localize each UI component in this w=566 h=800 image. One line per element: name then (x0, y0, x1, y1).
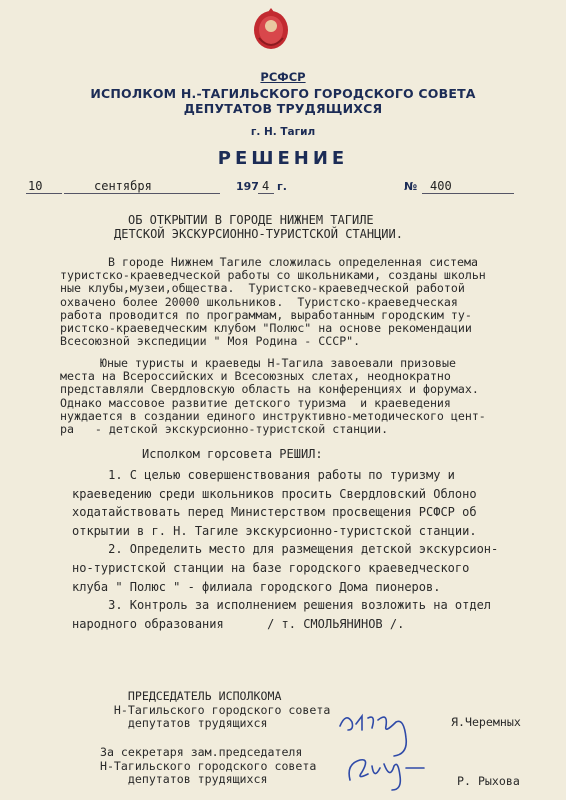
resolved-heading: Исполком горсовета РЕШИЛ: (142, 447, 323, 461)
republic-label: РСФСР (260, 70, 306, 84)
date-year-prefix: 197 (236, 180, 259, 193)
text-line: Юные туристы и краеведы Н-Тагила завоевали призовые (100, 356, 456, 370)
text-line: Однако массовое развитие детского туризма и краеведения (60, 395, 451, 410)
title-line: ДЕТСКОЙ ЭКСКУРСИОННО-ТУРИСТСКОЙ СТАНЦИИ. (114, 226, 403, 241)
text-line: Н-Тагильского городского совета (86, 702, 331, 717)
text-line: нуждается в создании единого инструктивно-методического цент- (60, 408, 486, 423)
text-line: открытии в г. Н. Тагиле экскурсионно-туристской станции. (72, 523, 477, 538)
text-line: но-туристской станции на базе городского краеведческого (72, 560, 470, 575)
text-line: работа проводится по программам, выработанным городским ту- (60, 307, 472, 322)
secretary-signature-block (86, 746, 316, 787)
text-line: клуба " Полюс " - филиала городского Дома пионеров. (72, 579, 441, 594)
paragraph-1 (60, 255, 486, 349)
text-line: народного образования / т. СМОЛЬЯНИНОВ /. (72, 616, 405, 631)
date-year-unit: г. (277, 180, 287, 193)
chair-name: Я.Черемных (451, 715, 521, 729)
decision-title (114, 213, 403, 241)
paragraph-2 (60, 356, 486, 437)
text-line: Н-Тагильского городского совета (86, 758, 317, 773)
text-line: 1. С целью совершенствования работы по туризму и (72, 468, 455, 482)
text-line: охвачено более 20000 школьников. Туристско-краеведческая (60, 294, 458, 309)
chair-signature-block (86, 690, 330, 731)
text-line: представляли Свердловскую область на конференциях и форумах. (60, 382, 479, 397)
text-line: депутатов трудящихся (86, 772, 268, 786)
document-type-heading: РЕШЕНИЕ (217, 148, 349, 169)
secretary-handwritten-signature (344, 750, 434, 794)
text-line: 3. Контроль за исполнением решения возложить на отдел (72, 598, 492, 613)
organization-line-1: ИСПОЛКОМ Н.-ТАГИЛЬСКОГО ГОРОДСКОГО СОВЕТА (90, 86, 476, 101)
text-line: ристско-краеведческим клубом "Полюс" на основе рекомендации (60, 321, 472, 336)
text-line: депутатов трудящихся (86, 716, 268, 730)
title-line: ОБ ОТКРЫТИИ В ГОРОДЕ НИЖНЕМ ТАГИЛЕ (128, 213, 374, 227)
date-month: сентября (94, 179, 152, 193)
text-line: ходатайствовать перед Министерством просвещения РСФСР об (72, 505, 477, 520)
text-line: ные клубы,музеи,общества. Туристско-краеведческой работой (60, 281, 465, 296)
text-line: За секретаря зам.председателя (86, 745, 303, 759)
text-line: 2. Определить место для размещения детской экскурсион- (72, 542, 499, 557)
text-line: ра - детской экскурсионно-туристской станции. (60, 422, 389, 437)
text-line: ПРЕДСЕДАТЕЛЬ ИСПОЛКОМА (86, 689, 282, 703)
emblem-icon (251, 8, 291, 54)
text-line: туристско-краеведческой работы со школьниками, созданы школьн (60, 268, 486, 283)
city-label: г. Н. Тагил (250, 126, 316, 138)
organization-line-2: ДЕПУТАТОВ ТРУДЯЩИХСЯ (183, 101, 383, 116)
decision-number: 400 (430, 179, 452, 193)
number-label: № (404, 180, 418, 193)
text-line: Всесоюзной экспедиции " Моя Родина - СССР". (60, 334, 361, 349)
text-line: В городе Нижнем Тагиле сложилась определенная система (108, 255, 478, 269)
date-year-suffix: 4 (262, 179, 270, 193)
resolution-items (72, 466, 498, 633)
text-line: краеведению среди школьников просить Свердловский Облоно (72, 486, 477, 501)
text-line: места на Всероссийских и Всесоюзных слетах, неоднократно (60, 369, 451, 384)
date-day: 10 (28, 179, 43, 193)
secretary-name: Р. Рыхова (457, 774, 520, 788)
date-number-line (0, 177, 566, 199)
